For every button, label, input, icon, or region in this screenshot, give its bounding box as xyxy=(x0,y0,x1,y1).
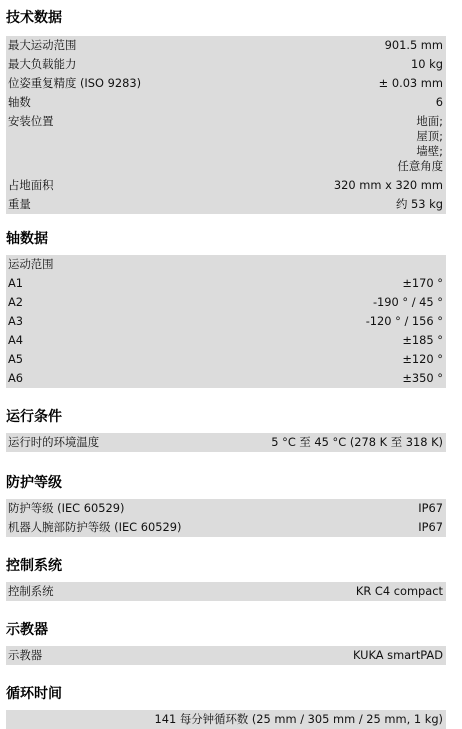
spec-row-max-reach xyxy=(6,36,446,55)
spec-row-mounting xyxy=(6,112,446,176)
spec-value: -120 ° / 156 ° xyxy=(365,314,443,328)
spec-value: KR C4 compact xyxy=(355,584,443,598)
spec-row-max-payload xyxy=(6,55,446,74)
spec-value: ±170 ° xyxy=(402,276,443,290)
spec-label: 占地面积 xyxy=(8,178,54,192)
spec-label: 轴数 xyxy=(8,95,31,109)
spec-value: 320 mm x 320 mm xyxy=(333,178,443,192)
spec-label: 安装位置 xyxy=(8,114,54,128)
spec-label: A2 xyxy=(8,295,24,309)
spec-row-repeatability xyxy=(6,74,446,93)
spec-row-cycle-time xyxy=(6,710,446,729)
spec-value: 6 xyxy=(435,95,443,109)
spec-value: -190 ° / 45 ° xyxy=(372,295,443,309)
section-protection-rating xyxy=(6,474,446,537)
spec-label: 最大负载能力 xyxy=(8,57,77,71)
spec-label: A5 xyxy=(8,352,24,366)
spec-row-a4 xyxy=(6,331,446,350)
spec-row-a6 xyxy=(6,369,446,388)
spec-row-teach-pendant xyxy=(6,646,446,665)
spec-label: 示教器 xyxy=(8,648,43,662)
spec-label: 运行时的环境温度 xyxy=(8,435,100,449)
spec-value: 141 每分钟循环数 (25 mm / 305 mm / 25 mm, 1 kg) xyxy=(154,712,443,726)
spec-value-line: 任意角度 xyxy=(397,159,443,173)
spec-sheet xyxy=(6,0,446,729)
spec-row-a5 xyxy=(6,350,446,369)
spec-row-axes xyxy=(6,93,446,112)
spec-value: ±185 ° xyxy=(402,333,443,347)
spec-value-line: 屋顶; xyxy=(416,129,443,143)
spec-row-controller xyxy=(6,582,446,601)
spec-row-footprint xyxy=(6,176,446,195)
spec-value: IP67 xyxy=(418,520,443,534)
section-teach-pendant xyxy=(6,621,446,665)
spec-row-a2 xyxy=(6,293,446,312)
section-title: 轴数据 xyxy=(6,231,48,247)
spec-table xyxy=(6,433,446,452)
spec-table xyxy=(6,36,446,214)
spec-row-ambient-temp xyxy=(6,433,446,452)
spec-table xyxy=(6,646,446,665)
spec-table xyxy=(6,255,446,388)
section-title: 防护等级 xyxy=(6,475,62,491)
section-axis-data xyxy=(6,230,446,388)
section-title: 示教器 xyxy=(6,622,48,638)
spec-label: 机器人腕部防护等级 (IEC 60529) xyxy=(8,520,182,534)
spec-row-wrist-protection xyxy=(6,518,446,537)
spec-value-line: 地面; xyxy=(416,114,443,128)
section-title: 运行条件 xyxy=(6,409,62,425)
spec-row-protection xyxy=(6,499,446,518)
spec-label: A4 xyxy=(8,333,24,347)
spec-row-a1 xyxy=(6,274,446,293)
spec-value-line: 墙壁; xyxy=(416,144,443,158)
spec-table xyxy=(6,499,446,537)
section-controller xyxy=(6,557,446,601)
section-title: 控制系统 xyxy=(6,558,62,574)
spec-label: 最大运动范围 xyxy=(8,38,77,52)
spec-label: 重量 xyxy=(8,197,31,211)
spec-row-range-header xyxy=(6,255,446,274)
spec-value: 901.5 mm xyxy=(384,38,443,52)
spec-value: 10 kg xyxy=(411,57,443,71)
spec-label: 位姿重复精度 (ISO 9283) xyxy=(8,76,142,90)
spec-value: 5 °C 至 45 °C (278 K 至 318 K) xyxy=(271,435,443,449)
section-title: 循环时间 xyxy=(6,686,62,702)
spec-row-a3 xyxy=(6,312,446,331)
spec-value: ±120 ° xyxy=(402,352,443,366)
spec-label: A6 xyxy=(8,371,24,385)
spec-table xyxy=(6,582,446,601)
spec-value: 约 53 kg xyxy=(396,197,443,211)
section-operating-conditions xyxy=(6,408,446,452)
spec-label: A3 xyxy=(8,314,24,328)
spec-value: ±350 ° xyxy=(402,371,443,385)
spec-row-weight xyxy=(6,195,446,214)
section-title: 技术数据 xyxy=(6,10,62,26)
spec-label: 运动范围 xyxy=(8,257,54,271)
section-technical-data xyxy=(6,9,446,214)
spec-table xyxy=(6,710,446,729)
spec-label: A1 xyxy=(8,276,24,290)
spec-value: KUKA smartPAD xyxy=(352,648,443,662)
spec-value: ± 0.03 mm xyxy=(378,76,443,90)
spec-value-list xyxy=(397,114,443,174)
spec-label: 防护等级 (IEC 60529) xyxy=(8,501,125,515)
spec-value: IP67 xyxy=(418,501,443,515)
section-cycle-time xyxy=(6,685,446,729)
spec-label: 控制系统 xyxy=(8,584,54,598)
